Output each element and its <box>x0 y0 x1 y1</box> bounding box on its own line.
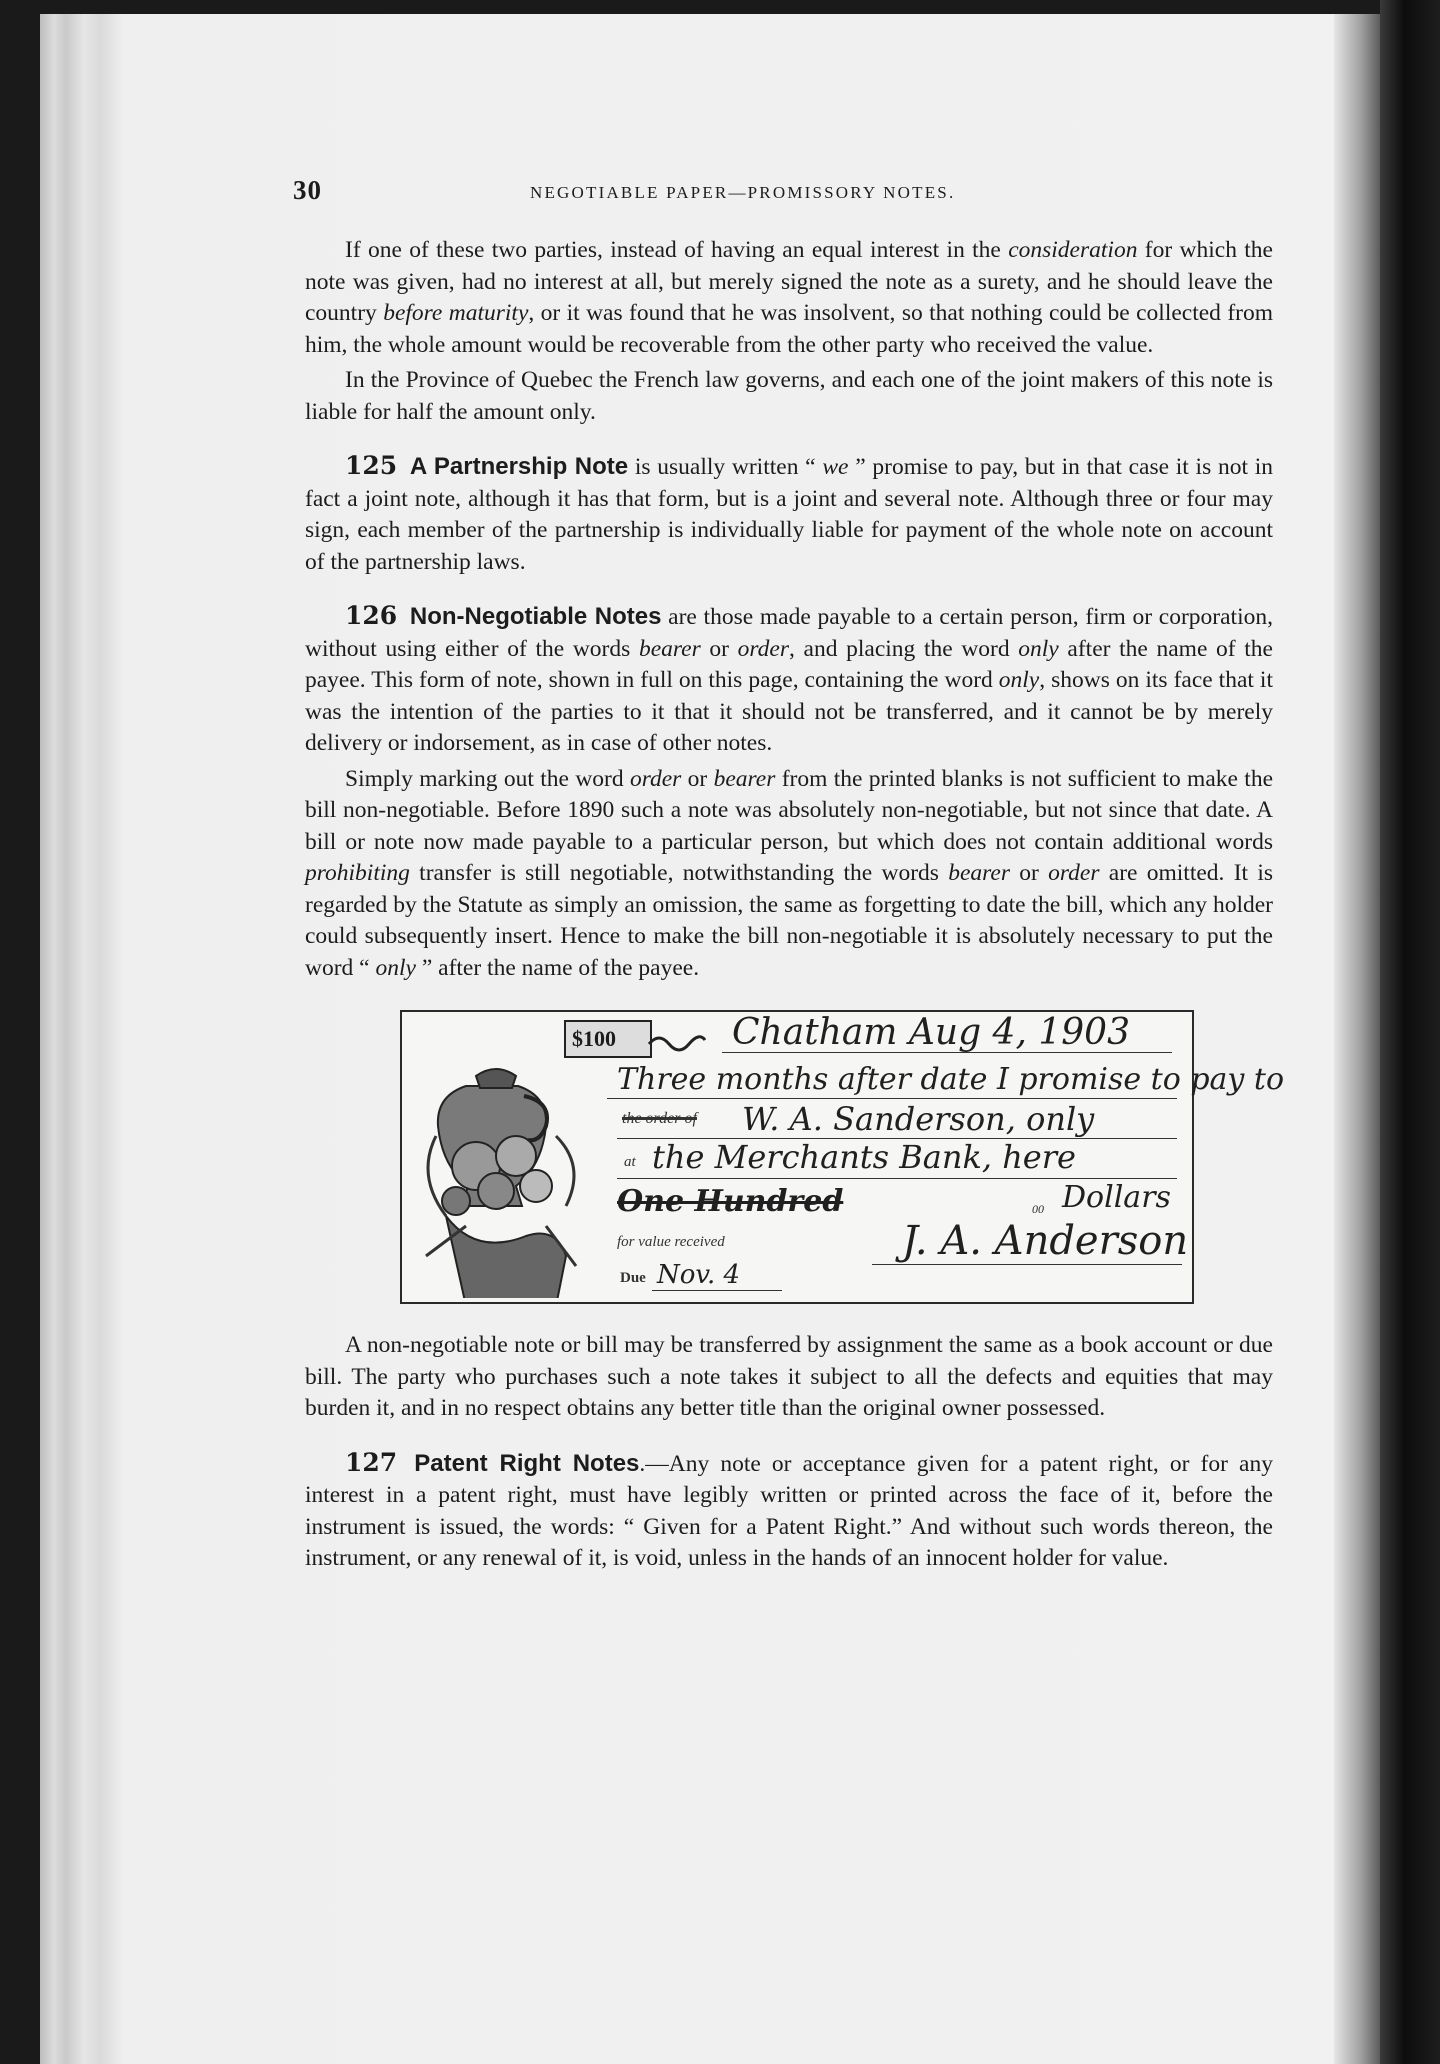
place-and-date: Chatham Aug 4, 1903 <box>732 1012 1130 1053</box>
italic-run: order <box>629 765 682 792</box>
italic-run: bearer <box>638 635 701 662</box>
amount-figure: $100 <box>564 1020 652 1058</box>
book-page <box>40 14 1380 2064</box>
italic-run: consideration <box>1008 237 1138 263</box>
text-run: from the printed blanks is not sufficient to make the bill non-negotiable. Before 1890 such a note was absolutely non-negotiable, but not since that date. A bill or note now made payable to a particular person, but which does not contain additional words <box>305 765 1273 855</box>
text-run: ” after the name of the payee. <box>415 954 700 981</box>
italic-run: only <box>998 667 1040 693</box>
page-content <box>265 169 1285 1575</box>
due-date: Nov. 4 <box>657 1260 741 1290</box>
maker-signature: J. A. Anderson <box>902 1218 1189 1264</box>
section-heading: A Partnership Note <box>409 453 629 480</box>
rule-line <box>617 1178 1177 1179</box>
section-heading: Non-Negotiable Notes <box>409 603 662 630</box>
text-run: .—Any note or acceptance given for a patent right, or for any interest in a patent right, must have legibly written or printed across the face of it, before the instrument is issued, the words: “ Given for a Patent Right.” And without such words thereon, the instrument, or any renewal of it, is void, unless in the hands of an innocent holder for value. <box>305 1450 1273 1571</box>
italic-run: prohibiting <box>305 860 410 886</box>
section-number: 126 <box>345 601 398 630</box>
due-label: Due <box>620 1270 646 1286</box>
running-head: NEGOTIABLE PAPER—PROMISSORY NOTES. <box>530 183 956 202</box>
rule-line <box>607 1098 1177 1099</box>
text-run: ” promise to pay, but in that case it is not in fact a joint note, although it has that form, but is a joint and several note. Although three or four may sign, each member of the partnership is individually liable for payment of the whole note on account of the partnership laws. <box>305 454 1273 575</box>
rule-line <box>652 1290 782 1291</box>
paragraph-surety <box>265 235 1285 361</box>
text-run: for which the note was given, had no interest at all, but merely signed the note as a surety, and he should leave the country <box>305 237 1273 326</box>
text-run: after the name of the payee. This form of note, shown in full on this page, containing the word <box>305 635 1273 693</box>
time-and-promise: Three months after date I promise to pay to <box>617 1062 1285 1097</box>
dollars-label: Dollars <box>1062 1180 1171 1215</box>
text-run: or <box>1009 860 1049 886</box>
italic-run: bearer <box>948 860 1010 886</box>
struck-order-words: the order of <box>622 1110 697 1127</box>
text-run: Simply marking out the word <box>345 765 630 792</box>
section-number: 125 <box>345 451 398 480</box>
sum-in-words: One Hundred <box>617 1184 844 1219</box>
promissory-note-illustration <box>400 1010 1285 1304</box>
text-run: In the Province of Quebec the French law governs, and each one of the joint makers of this note is liable for half the amount only. <box>305 367 1273 425</box>
cents: 00 <box>1032 1202 1044 1216</box>
text-run: , shows on its face that it was the intention of the parties to it that it should not be transferred, and it cannot be by merely delivery or indorsement, as in case of other notes. <box>305 667 1273 756</box>
section-126 <box>265 600 1285 760</box>
paragraph-quebec <box>265 365 1285 428</box>
text-run: or <box>700 635 738 662</box>
text-run: are omitted. It is regarded by the Statute as simply an omission, the same as forgetting to date the bill, which any holder could subsequently insert. Hence to make the bill non-negotiable it is absolutely necessary to put the word “ <box>305 860 1274 981</box>
scroll-ornament <box>647 1030 707 1058</box>
section-125 <box>265 450 1285 578</box>
signature-line <box>872 1264 1182 1265</box>
text-run: If one of these two parties, instead of having an equal interest in the <box>345 237 1009 263</box>
at-label: at <box>624 1154 636 1170</box>
italic-run: order <box>1048 860 1100 886</box>
text-run: , and placing the word <box>788 635 1019 662</box>
italic-run: we <box>822 454 849 480</box>
payee-name: W. A. Sanderson, only <box>742 1100 1095 1138</box>
text-run: , or it was found that he was insolvent, so that nothing could be collected from him, the whole amount would be recoverable from the other party who received the value. <box>305 300 1273 358</box>
page-number: 30 <box>293 175 322 205</box>
paragraph-assignment <box>265 1330 1285 1425</box>
section-127 <box>265 1447 1285 1575</box>
vase-flowers-illustration <box>406 1016 606 1298</box>
place-of-payment: the Merchants Bank, here <box>652 1138 1076 1176</box>
text-run: are those made payable to a certain person, firm or corporation, without using either of the words <box>305 604 1273 662</box>
section-heading: Patent Right Notes <box>414 1449 640 1477</box>
text-run: transfer is still negotiable, notwithstanding the words <box>409 860 949 886</box>
italic-run: order <box>737 635 789 662</box>
text-run: A non-negotiable note or bill may be transferred by assignment the same as a book account or due bill. The party who purchases such a note takes it subject to all the defects and equities that may burden it, and in no respect obtains any better title than the original owner possessed. <box>305 1332 1273 1421</box>
book-edge <box>1380 0 1440 2064</box>
text-run: is usually written “ <box>628 454 823 480</box>
value-received-text: for value received <box>617 1234 725 1250</box>
page-header <box>265 169 1285 209</box>
rule-line <box>722 1052 1172 1053</box>
italic-run: before maturity <box>383 300 529 326</box>
section-number: 127 <box>345 1447 398 1477</box>
italic-run: only <box>375 954 416 981</box>
text-run: or <box>681 765 714 792</box>
italic-run: only <box>1018 635 1059 662</box>
paragraph-marking-out <box>265 764 1285 985</box>
italic-run: bearer <box>713 765 776 792</box>
